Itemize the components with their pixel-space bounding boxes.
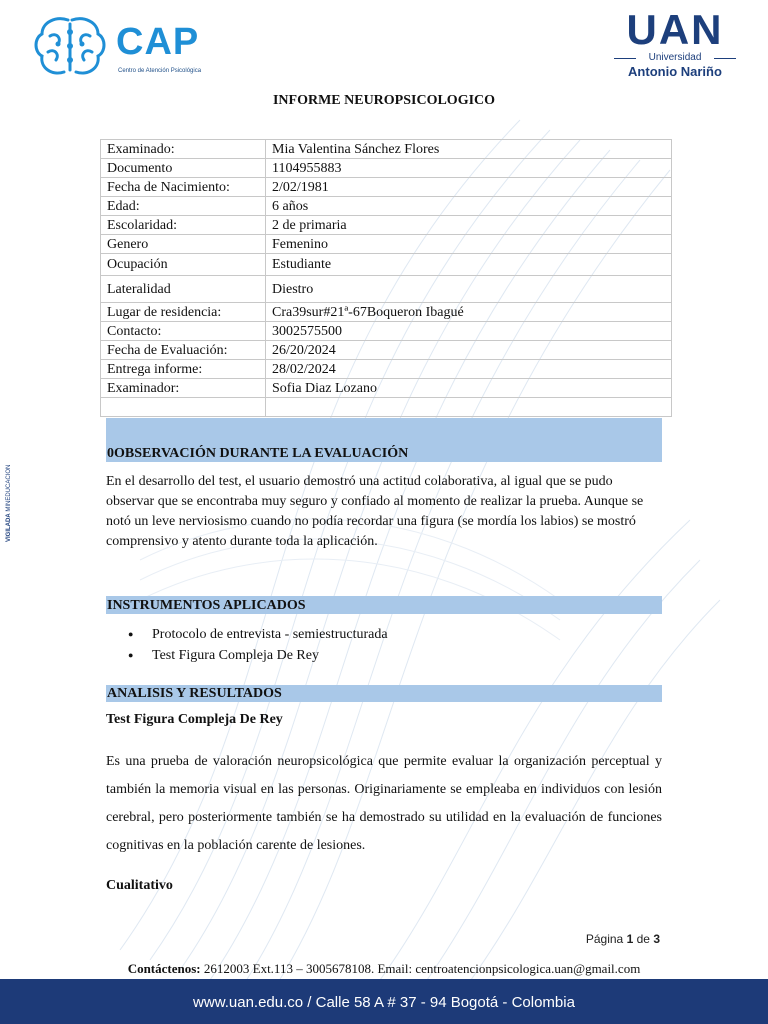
- table-row: [101, 322, 672, 341]
- table-row: [101, 398, 672, 417]
- contact-line: [0, 961, 768, 977]
- info-label: Lateralidad: [101, 276, 266, 303]
- info-label: Examinado:: [101, 140, 266, 159]
- document-title: INFORME NEUROPSICOLOGICO: [272, 93, 496, 108]
- observation-text: En el desarrollo del test, el usuario demostró una actitud colaborativa, al igual que se pudo observar que se encontraba muy seguro y confiado al momento de realizar la prueba. Aunque se notó un leve nerviosismo cuando no podía recordar una figura (se mordía los labios) se mostró comprensivo y atento durante toda la aplicación.: [106, 474, 644, 549]
- page-middle: de: [636, 932, 650, 946]
- info-label: Ocupación: [101, 254, 266, 276]
- vigilada-label: [6, 444, 22, 542]
- info-value: 1104955883: [266, 159, 672, 178]
- info-value: Diestro: [266, 276, 672, 303]
- info-label: Fecha de Evaluación:: [101, 341, 266, 360]
- page-prefix: Página: [585, 932, 624, 946]
- info-value: [266, 398, 672, 417]
- table-row: [101, 178, 672, 197]
- test-description: Es una prueba de valoración neuropsicológica que permite evaluar la organización perceptual y también la memoria visual en las personas. Originariamente se empleaba en individuos con lesión cerebral, pero posteriormente también se ha demostrado su utilidad en la evaluación de funciones cognitivas en la población carente de lesiones.: [106, 754, 662, 853]
- table-row: [101, 341, 672, 360]
- list-item: ● Test Figura Compleja De Rey: [128, 645, 388, 666]
- vigilada-bold: VIGILADA: [6, 513, 12, 542]
- table-row: [101, 303, 672, 322]
- info-value: 2 de primaria: [266, 216, 672, 235]
- page-current: 1: [626, 932, 634, 946]
- page-total: 3: [653, 932, 660, 946]
- footer-text: www.uan.edu.co / Calle 58 A # 37 - 94 Bogotá - Colombia: [193, 994, 575, 1011]
- uan-logo: [610, 6, 740, 79]
- page-number: [560, 932, 660, 946]
- info-label: [101, 398, 266, 417]
- patient-info-table: [100, 139, 672, 417]
- contact-text: 2612003 Ext.113 – 3005678108. Email: centroatencionpsicologica.uan@gmail.com: [200, 961, 641, 976]
- uan-name: Antonio Nariño: [628, 64, 722, 79]
- instruments-heading: INSTRUMENTOS APLICADOS: [106, 596, 662, 614]
- table-row: [101, 216, 672, 235]
- info-value: 6 años: [266, 197, 672, 216]
- cap-subtitle: Centro de Atención Psicológica: [118, 68, 202, 74]
- cap-title: CAP: [116, 21, 200, 63]
- info-value: Cra39sur#21ª-67Boqueron Ibagué: [266, 303, 672, 322]
- table-row: [101, 360, 672, 379]
- cap-logo: [30, 12, 220, 82]
- info-label: Edad:: [101, 197, 266, 216]
- info-value: Femenino: [266, 235, 672, 254]
- info-value: 28/02/2024: [266, 360, 672, 379]
- contact-label: Contáctenos:: [127, 961, 201, 976]
- info-label: Entrega informe:: [101, 360, 266, 379]
- info-value: Estudiante: [266, 254, 672, 276]
- info-label: Documento: [101, 159, 266, 178]
- info-label: Contacto:: [101, 322, 266, 341]
- qualitative-subheading: Cualitativo: [106, 878, 173, 893]
- uan-university: Universidad: [610, 52, 740, 64]
- instruments-list: [128, 624, 388, 666]
- info-label: Examinador:: [101, 379, 266, 398]
- info-value: 3002575500: [266, 322, 672, 341]
- table-row: [101, 379, 672, 398]
- analysis-heading: ANALISIS Y RESULTADOS: [106, 685, 662, 702]
- info-label: Genero: [101, 235, 266, 254]
- info-value: 2/02/1981: [266, 178, 672, 197]
- info-value: Mia Valentina Sánchez Flores: [266, 140, 672, 159]
- table-row: [101, 254, 672, 276]
- uan-title: UAN: [626, 6, 724, 53]
- table-row: [101, 235, 672, 254]
- table-row: [101, 276, 672, 303]
- info-value: 26/20/2024: [266, 341, 672, 360]
- brain-icon: [30, 12, 110, 82]
- info-label: Fecha de Nacimiento:: [101, 178, 266, 197]
- info-label: Lugar de residencia:: [101, 303, 266, 322]
- footer-bar: [0, 979, 768, 1024]
- info-label: Escolaridad:: [101, 216, 266, 235]
- table-row: [101, 159, 672, 178]
- vigilada-rest: MINEDUCACIÓN: [6, 464, 12, 512]
- table-row: [101, 197, 672, 216]
- test-subheading: Test Figura Compleja De Rey: [106, 712, 283, 727]
- list-item: ● Protocolo de entrevista - semiestructurada: [128, 624, 388, 645]
- observation-heading: 0OBSERVACIÓN DURANTE LA EVALUACIÓN: [106, 418, 662, 462]
- info-value: Sofia Diaz Lozano: [266, 379, 672, 398]
- table-row: [101, 140, 672, 159]
